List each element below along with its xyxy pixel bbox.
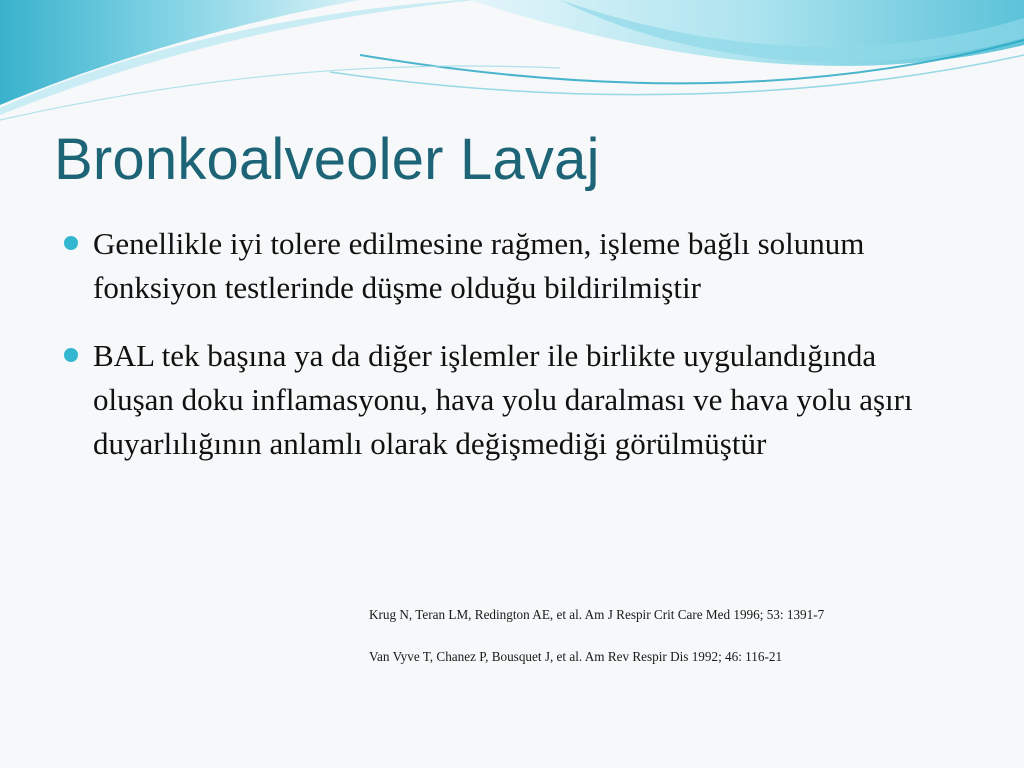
bullet-list (64, 222, 964, 466)
bullet-item (64, 334, 964, 466)
reference-item: Krug N, Teran LM, Redington AE, et al. Am J Respir Crit Care Med 1996; 53: 1391-7 (369, 607, 825, 622)
bullet-dot-icon (64, 236, 78, 250)
slide-title: Bronkoalveoler Lavaj (54, 127, 600, 192)
reference-item: Van Vyve T, Chanez P, Bousquet J, et al. Am Rev Respir Dis 1992; 46: 116-21 (369, 649, 783, 664)
references (369, 607, 824, 665)
header-wave-decoration (0, 0, 1024, 130)
bullet-text: Genellikle iyi tolere edilmesine rağmen, işleme bağlı solunum fonksiyon testlerinde düşme olduğu bildirilmiştir (93, 226, 865, 305)
bullet-dot-icon (64, 348, 78, 362)
bullet-item (64, 222, 964, 310)
bullet-text: BAL tek başına ya da diğer işlemler ile birlikte uygulandığında oluşan doku inflamasyonu, hava yolu daralması ve hava yolu aşırı duyarlılığının anlamlı olarak değişmediği görülmüştür (93, 338, 913, 461)
